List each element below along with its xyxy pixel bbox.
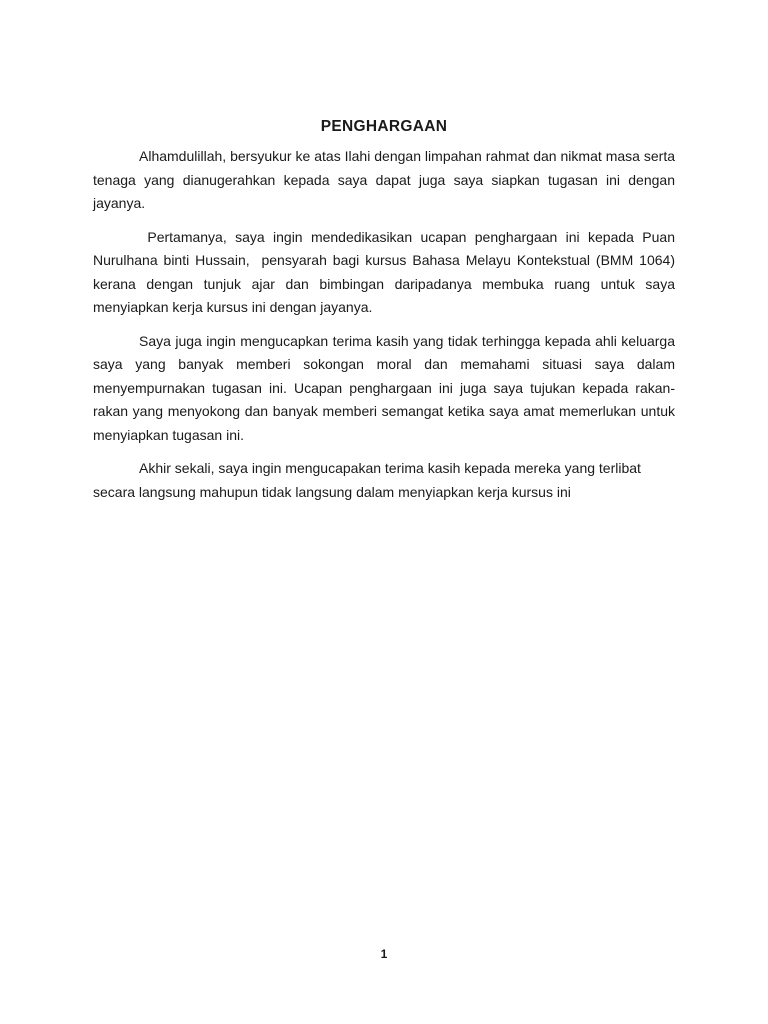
paragraph-3: Saya juga ingin mengucapkan terima kasih yang tidak terhingga kepada ahli keluarga saya yang banyak memberi sokongan moral dan memahami situasi saya dalam menyempurnakan tugasan ini. Ucapan penghargaan ini juga saya tujukan kepada rakan-rakan yang menyokong dan banyak memberi semangat ketika saya amat memerlukan untuk menyiapkan tugasan ini.	[93, 332, 675, 443]
paragraph-1: Alhamdulillah, bersyukur ke atas Ilahi dengan limpahan rahmat dan nikmat masa serta tenaga yang dianugerahkan kepada saya dapat juga saya siapkan tugasan ini dengan jayanya.	[93, 148, 675, 211]
page-number: 1	[380, 947, 388, 961]
page-content	[93, 116, 679, 514]
paragraph-2: Pertamanya, saya ingin mendedikasikan ucapan penghargaan ini kepada Puan Nurulhana binti Hussain, pensyarah bagi kursus Bahasa Melayu Kontekstual (BMM 1064) kerana dengan tunjuk ajar dan bimbingan daripadanya membuka ruang untuk saya menyiapkan kerja kursus ini dengan jayanya.	[93, 228, 679, 315]
page-title: PENGHARGAAN	[320, 118, 448, 135]
paragraph-4: Akhir sekali, saya ingin mengucapakan terima kasih kepada mereka yang terlibat secara langsung mahupun tidak langsung dalam menyiapkan kerja kursus ini	[93, 460, 641, 500]
